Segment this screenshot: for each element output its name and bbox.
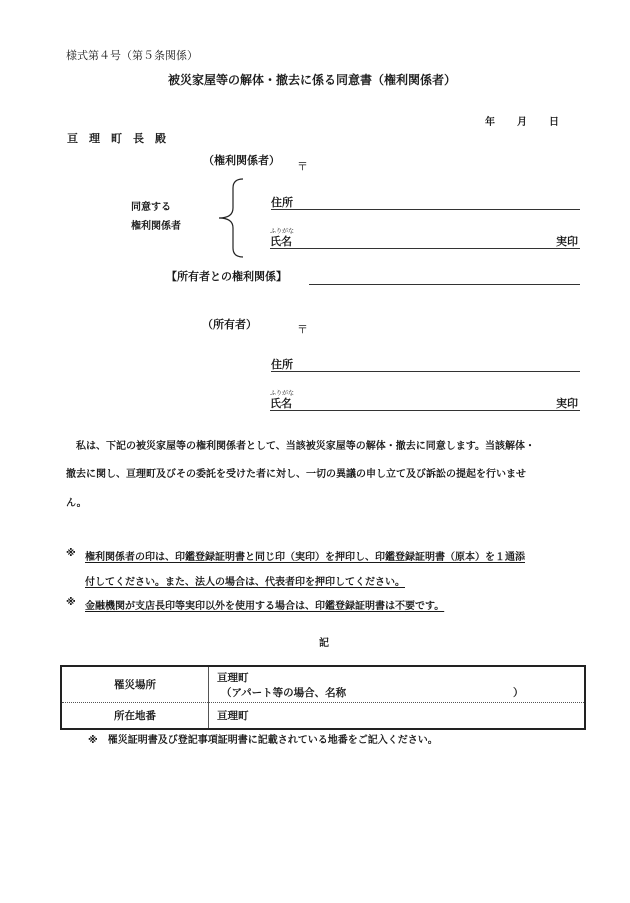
table-row-lot-number	[61, 703, 585, 730]
owner-name-label: 氏名	[270, 397, 292, 410]
statement-line-2: 撤去に関し、亘理町及びその委託を受けた者に対し、一切の異議の申し立て及び訴訟の提起を行いませ	[66, 469, 526, 480]
consenting-label-1: 同意する	[131, 202, 171, 213]
brace-icon	[213, 178, 245, 258]
disaster-location-label: 罹災場所	[61, 666, 209, 703]
apartment-name-prompt: （アパート等の場合、名称	[221, 686, 347, 699]
owner-seal-label: 実印	[556, 397, 578, 410]
disaster-location-value[interactable]	[209, 666, 586, 703]
relationship-line[interactable]	[309, 284, 580, 285]
disaster-location-apartment	[217, 685, 583, 700]
rights-holder-postal-mark: 〒	[297, 160, 308, 173]
disaster-location-town: 亘理町	[217, 671, 249, 684]
note-2-text: 金融機関が支店長印等実印以外を使用する場合は、印鑑登録証明書は不要です。	[85, 601, 445, 612]
note-1-mark: ※	[66, 548, 76, 559]
table-row-disaster-location	[61, 666, 585, 703]
date-month-label: 月	[517, 117, 527, 128]
owner-address-line[interactable]	[271, 371, 580, 372]
owner-postal-mark: 〒	[297, 323, 308, 336]
rights-holder-address-line[interactable]	[271, 209, 580, 210]
consenting-label-2: 権利関係者	[131, 221, 181, 232]
rights-holder-name-line[interactable]	[270, 248, 580, 249]
form-number: 様式第４号（第５条関係）	[66, 49, 198, 62]
lot-number-value[interactable]: 亘理町	[217, 710, 249, 722]
document-title: 被災家屋等の解体・撤去に係る同意書（権利関係者）	[168, 73, 457, 87]
note-1-line-1: 権利関係者の印は、印鑑登録証明書と同じ印（実印）を押印し、印鑑登録証明書（原本）を１通添	[85, 552, 525, 563]
statement-line-1: 私は、下記の被災家屋等の権利関係者として、当該被災家屋等の解体・撤去に同意します。当該解体・	[76, 441, 535, 452]
rights-holder-furigana: ふりがな	[270, 228, 295, 235]
date-day-label: 日	[549, 117, 559, 128]
apartment-close-paren: ）	[513, 686, 524, 699]
table-footnote: ※ 罹災証明書及び登記事項証明書に記載されている地番をご記入ください。	[88, 735, 438, 746]
rights-holder-address-label: 住所	[271, 196, 293, 209]
rights-holder-name-label: 氏名	[270, 235, 292, 248]
note-1-line-2: 付してください。また、法人の場合は、代表者印を押印してください。	[85, 577, 405, 588]
ki-heading: 記	[319, 638, 329, 649]
rights-holder-seal-label: 実印	[556, 235, 578, 248]
owner-heading: （所有者）	[202, 318, 257, 331]
note-2-mark: ※	[66, 597, 76, 608]
property-table	[60, 665, 586, 730]
lot-number-label: 所在地番	[61, 703, 209, 730]
owner-address-label: 住所	[271, 358, 293, 371]
owner-name-line[interactable]	[270, 410, 580, 411]
relationship-label: 【所有者との権利関係】	[166, 270, 287, 283]
owner-furigana: ふりがな	[270, 390, 295, 397]
date-year-label: 年	[485, 117, 495, 128]
statement-line-3: ん。	[66, 498, 87, 509]
rights-holder-heading: （権利関係者）	[203, 154, 280, 167]
addressee: 亘 理 町 長 殿	[67, 132, 166, 145]
